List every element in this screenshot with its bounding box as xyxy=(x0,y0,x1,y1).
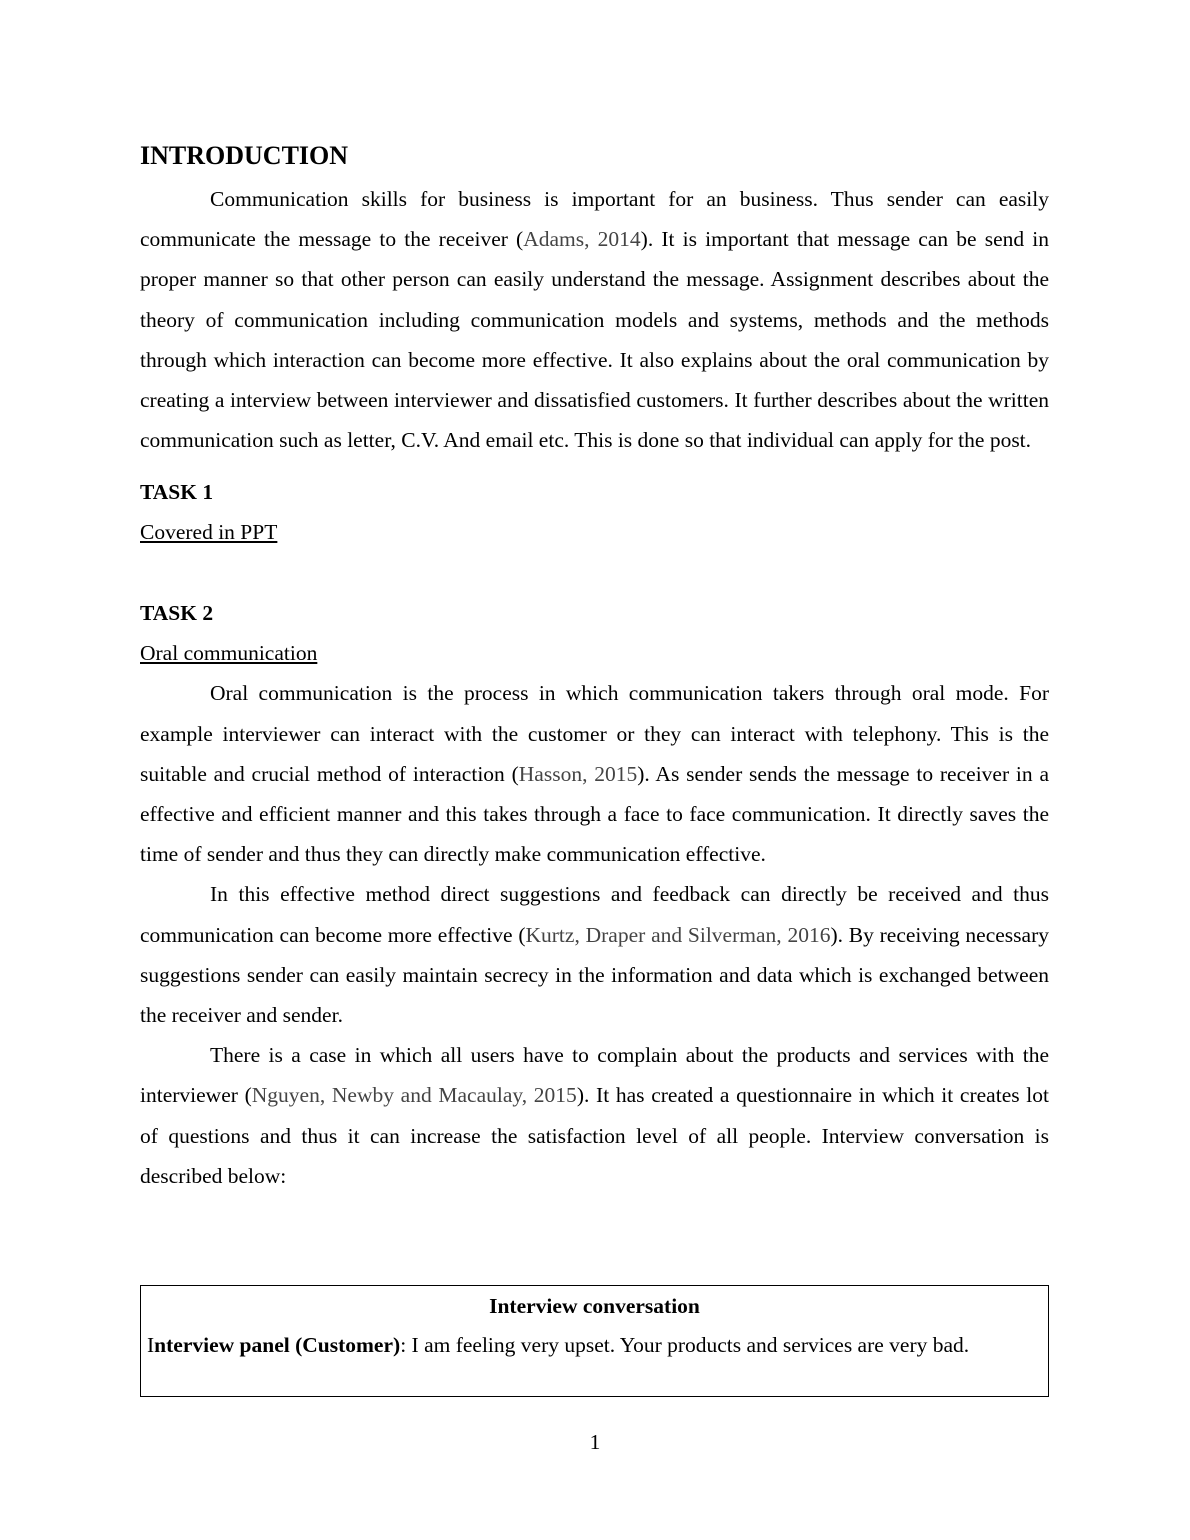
task2-paragraph-3 xyxy=(140,1035,1049,1196)
task2-p2-text-a: In this effective method direct suggestions and feedback can directly be received and thus communication can become more effective ( xyxy=(140,882,1049,947)
introduction-paragraph xyxy=(140,179,1049,460)
citation-nguyen: Nguyen, Newby and Macaulay, 2015 xyxy=(251,1083,577,1108)
citation-adams: Adams, 2014 xyxy=(523,227,641,252)
task2-p1-text-b: ). As sender sends the message to receiver in a effective and efficient manner and this takes through a face to face communication. It directly saves the time of sender and thus they can directly make communication effective. xyxy=(140,761,1050,867)
task2-p3-text-a: There is a case in which all users have to complain about the products and services with the interviewer ( xyxy=(140,1043,1049,1108)
speaker-initial: I xyxy=(147,1333,155,1357)
task2-paragraph-2 xyxy=(140,874,1049,1035)
task2-subheading: Oral communication xyxy=(140,641,318,666)
interview-table xyxy=(140,1285,1049,1397)
task1-subheading: Covered in PPT xyxy=(140,520,278,545)
task2-p2-text-b: ). By receiving necessary suggestions sender can easily maintain secrecy in the information and data which is exchanged between the receiver and sender. xyxy=(140,922,1049,1028)
interview-table-title: Interview conversation xyxy=(489,1294,700,1318)
task2-p3-text-b: ). It has created a questionnaire in which it creates lot of questions and thus it can increase the satisfaction level of all people. Interview conversation is described below: xyxy=(140,1083,1049,1188)
introduction-heading: INTRODUCTION xyxy=(140,141,349,170)
citation-kurtz: Kurtz, Draper and Silverman, 2016 xyxy=(525,922,831,947)
interview-table-row xyxy=(147,1331,1048,1359)
speaker-line: : I am feeling very upset. Your products and services are very bad. xyxy=(400,1333,970,1357)
speaker-label: nterview panel (Customer) xyxy=(154,1333,401,1357)
citation-hasson: Hasson, 2015 xyxy=(518,761,638,786)
task2-paragraph-1 xyxy=(140,673,1049,874)
task1-heading: TASK 1 xyxy=(140,480,214,505)
intro-text-b: ). It is important that message can be send in proper manner so that other person can easily understand the message. Assignment describes about the theory of communication including communication models and systems, methods and the methods through which interaction can become more effective. It also explains about the oral communication by creating a interview between interviewer and dissatisfied customers. It further describes about the written communication such as letter, C.V. And email etc. This is done so that individual can apply for the post. xyxy=(140,227,1050,453)
intro-text-a: Communication skills for business is important for an business. Thus sender can easily communicate the message to the receiver ( xyxy=(140,187,1049,252)
task2-heading: TASK 2 xyxy=(140,601,214,626)
page-content xyxy=(140,138,1049,1196)
page-number: 1 xyxy=(589,1430,601,1454)
task2-p1-text-a: Oral communication is the process in which communication takers through oral mode. For example interviewer can interact with the customer or they can interact with telephony. This is the suitable and crucial method of interaction ( xyxy=(140,681,1049,786)
